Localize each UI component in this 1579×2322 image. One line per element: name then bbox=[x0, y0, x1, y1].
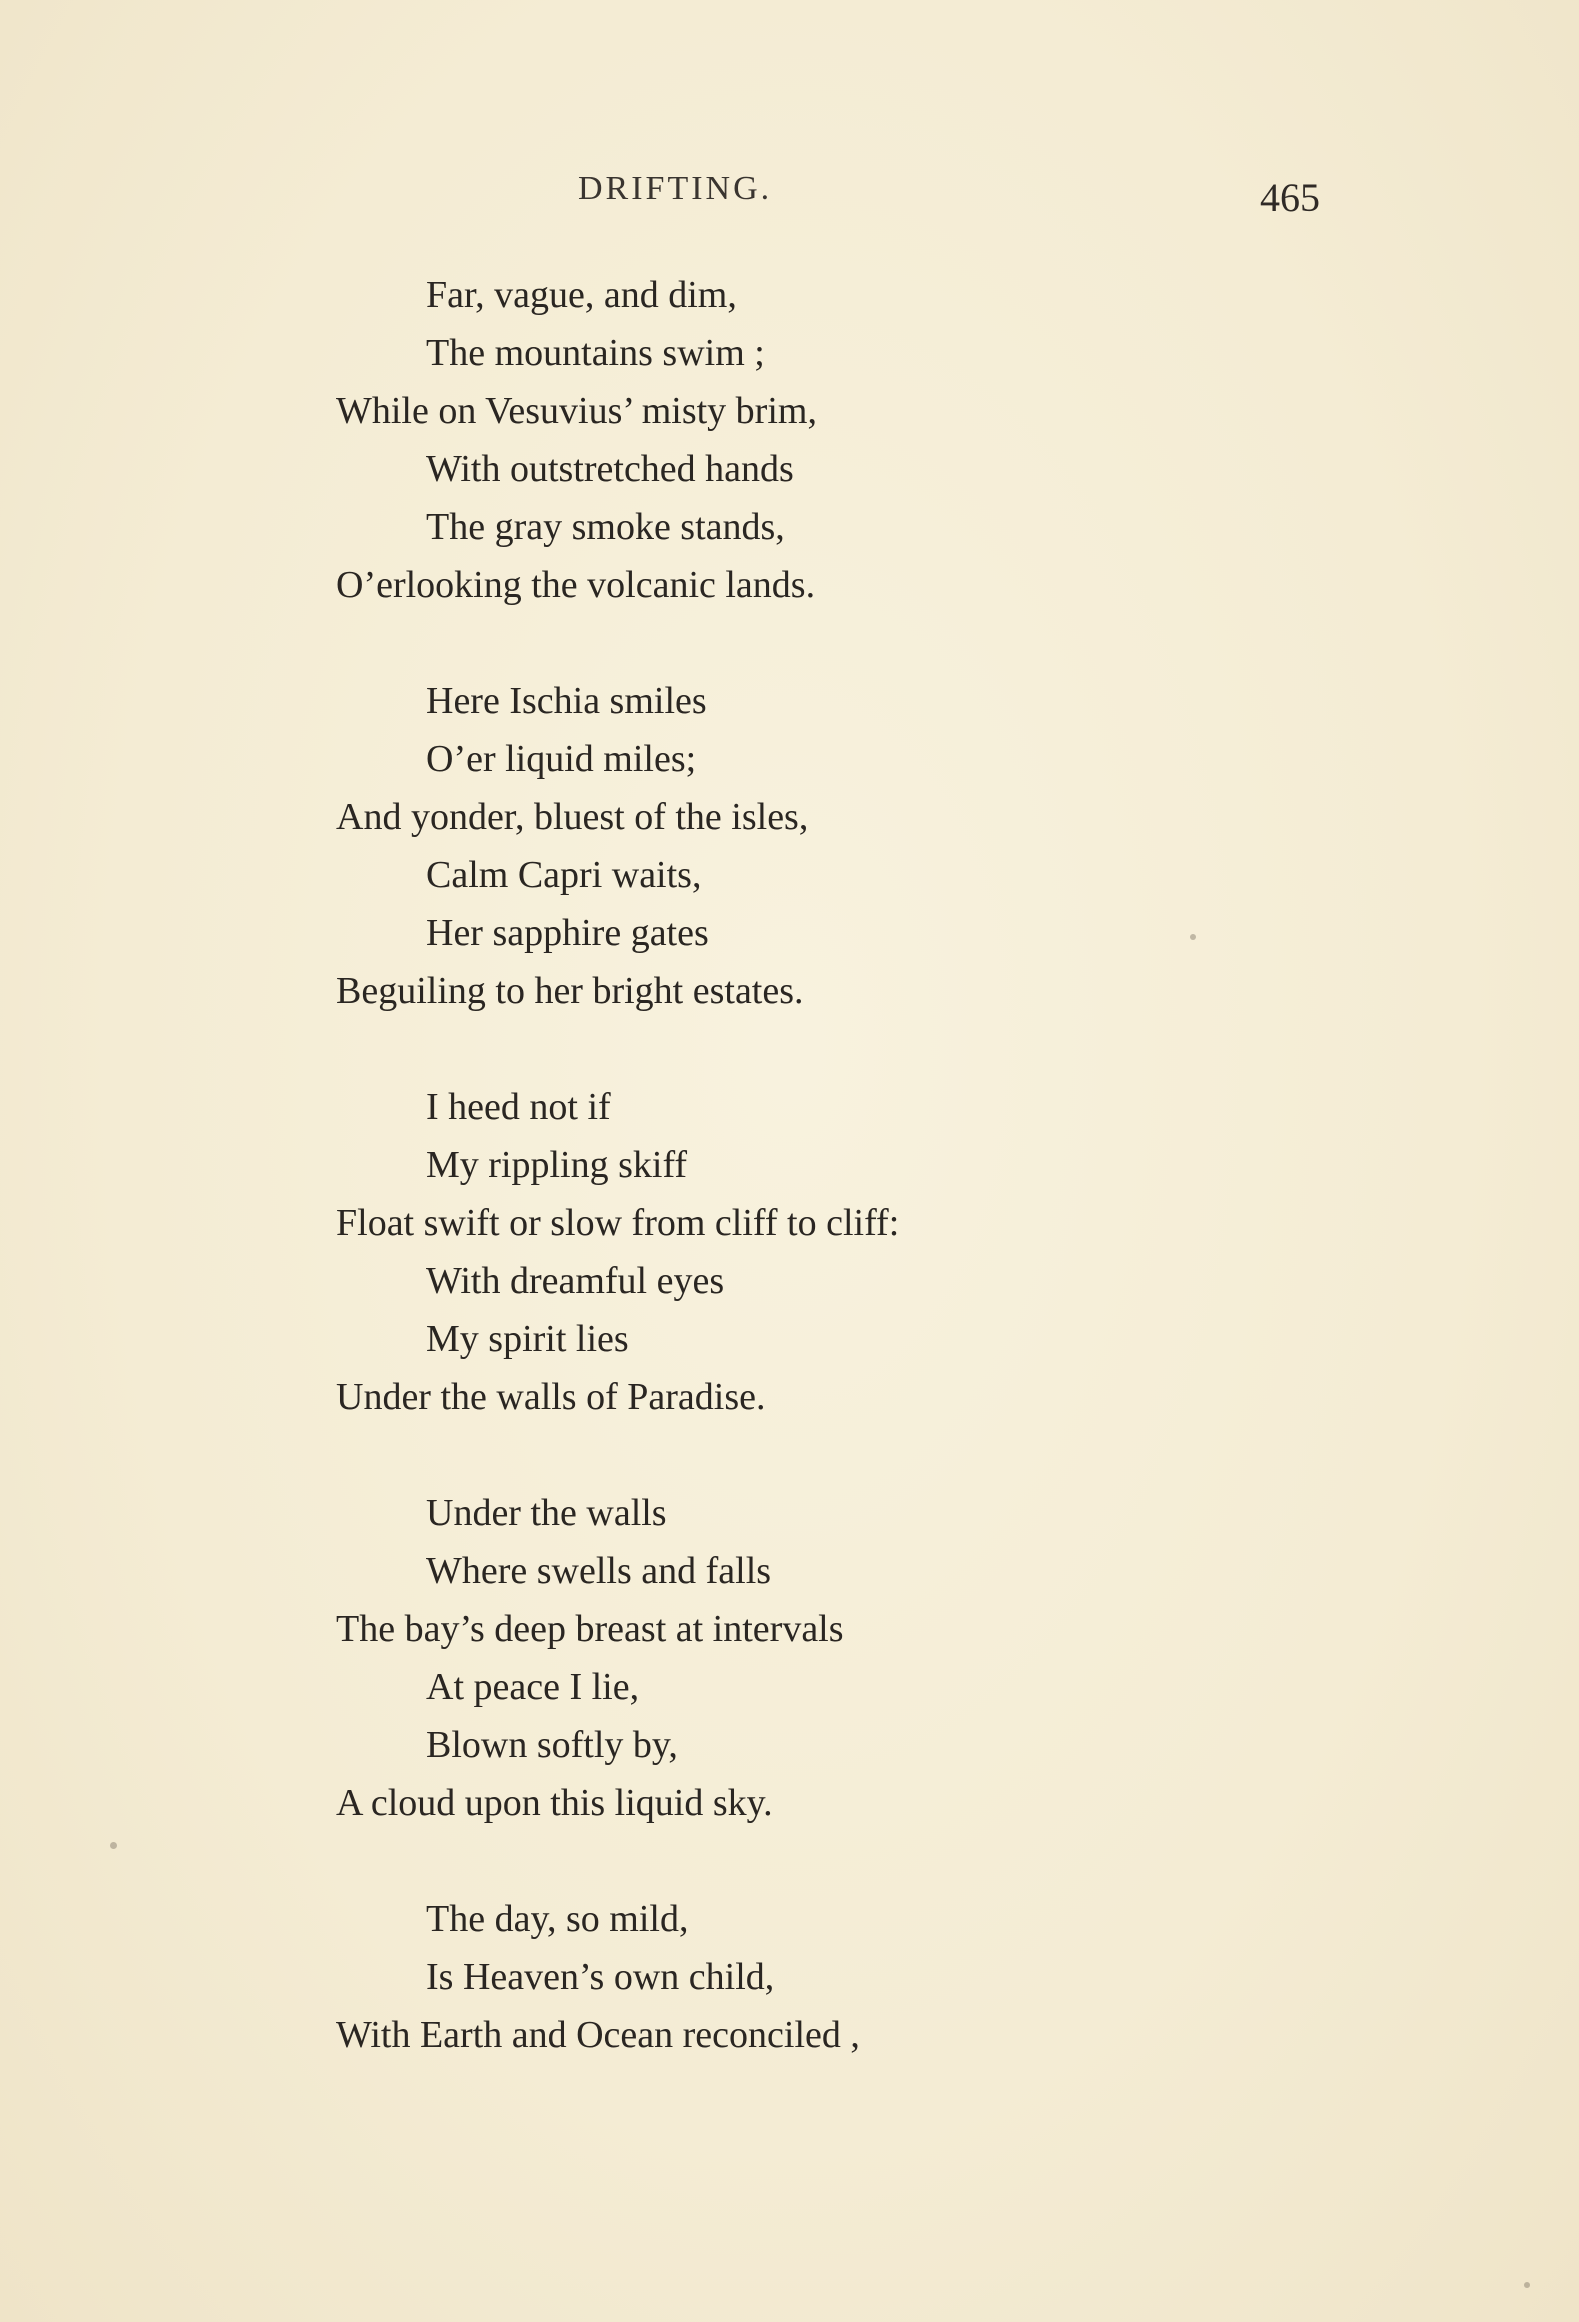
paper-speck bbox=[1524, 2282, 1530, 2288]
poem-line: Here Ischia smiles bbox=[426, 680, 707, 722]
poem-line: The day, so mild, bbox=[426, 1898, 689, 1940]
poem-line: Under the walls bbox=[426, 1492, 667, 1534]
poem-line: While on Vesuvius’ misty brim, bbox=[336, 390, 817, 432]
poem-line: Float swift or slow from cliff to cliff: bbox=[336, 1202, 900, 1244]
poem-line: Is Heaven’s own child, bbox=[426, 1956, 775, 1998]
poem-line: With Earth and Ocean reconciled , bbox=[336, 2014, 860, 2056]
paper-speck bbox=[1190, 934, 1196, 940]
poem-line: O’erlooking the volcanic lands. bbox=[336, 564, 816, 606]
poem-line: The mountains swim ; bbox=[426, 332, 765, 374]
poem-line: At peace I lie, bbox=[426, 1666, 640, 1708]
running-title: DRIFTING. bbox=[578, 170, 773, 207]
poem-line: The gray smoke stands, bbox=[426, 506, 785, 548]
poem-line: Calm Capri waits, bbox=[426, 854, 702, 896]
poem-line: O’er liquid miles; bbox=[426, 738, 697, 780]
poem-line: My rippling skiff bbox=[426, 1144, 688, 1186]
running-head bbox=[0, 170, 1579, 230]
poem-line: Her sapphire gates bbox=[426, 912, 709, 954]
poem-line: Blown softly by, bbox=[426, 1724, 678, 1766]
poem-line: And yonder, bluest of the isles, bbox=[336, 796, 809, 838]
poem-line: With outstretched hands bbox=[426, 448, 794, 490]
poem-line: A cloud upon this liquid sky. bbox=[336, 1782, 773, 1824]
page-number: 465 bbox=[1260, 175, 1320, 220]
poem-line: My spirit lies bbox=[426, 1318, 629, 1360]
poem-line: Under the walls of Paradise. bbox=[336, 1376, 766, 1418]
poem-line: Beguiling to her bright estates. bbox=[336, 970, 804, 1012]
poem-line: I heed not if bbox=[426, 1086, 611, 1128]
poem-line: The bay’s deep breast at intervals bbox=[336, 1608, 844, 1650]
paper-speck bbox=[110, 1842, 117, 1849]
poem-line: Where swells and falls bbox=[426, 1550, 772, 1592]
poem-line: Far, vague, and dim, bbox=[426, 274, 737, 316]
poem-line: With dreamful eyes bbox=[426, 1260, 725, 1302]
